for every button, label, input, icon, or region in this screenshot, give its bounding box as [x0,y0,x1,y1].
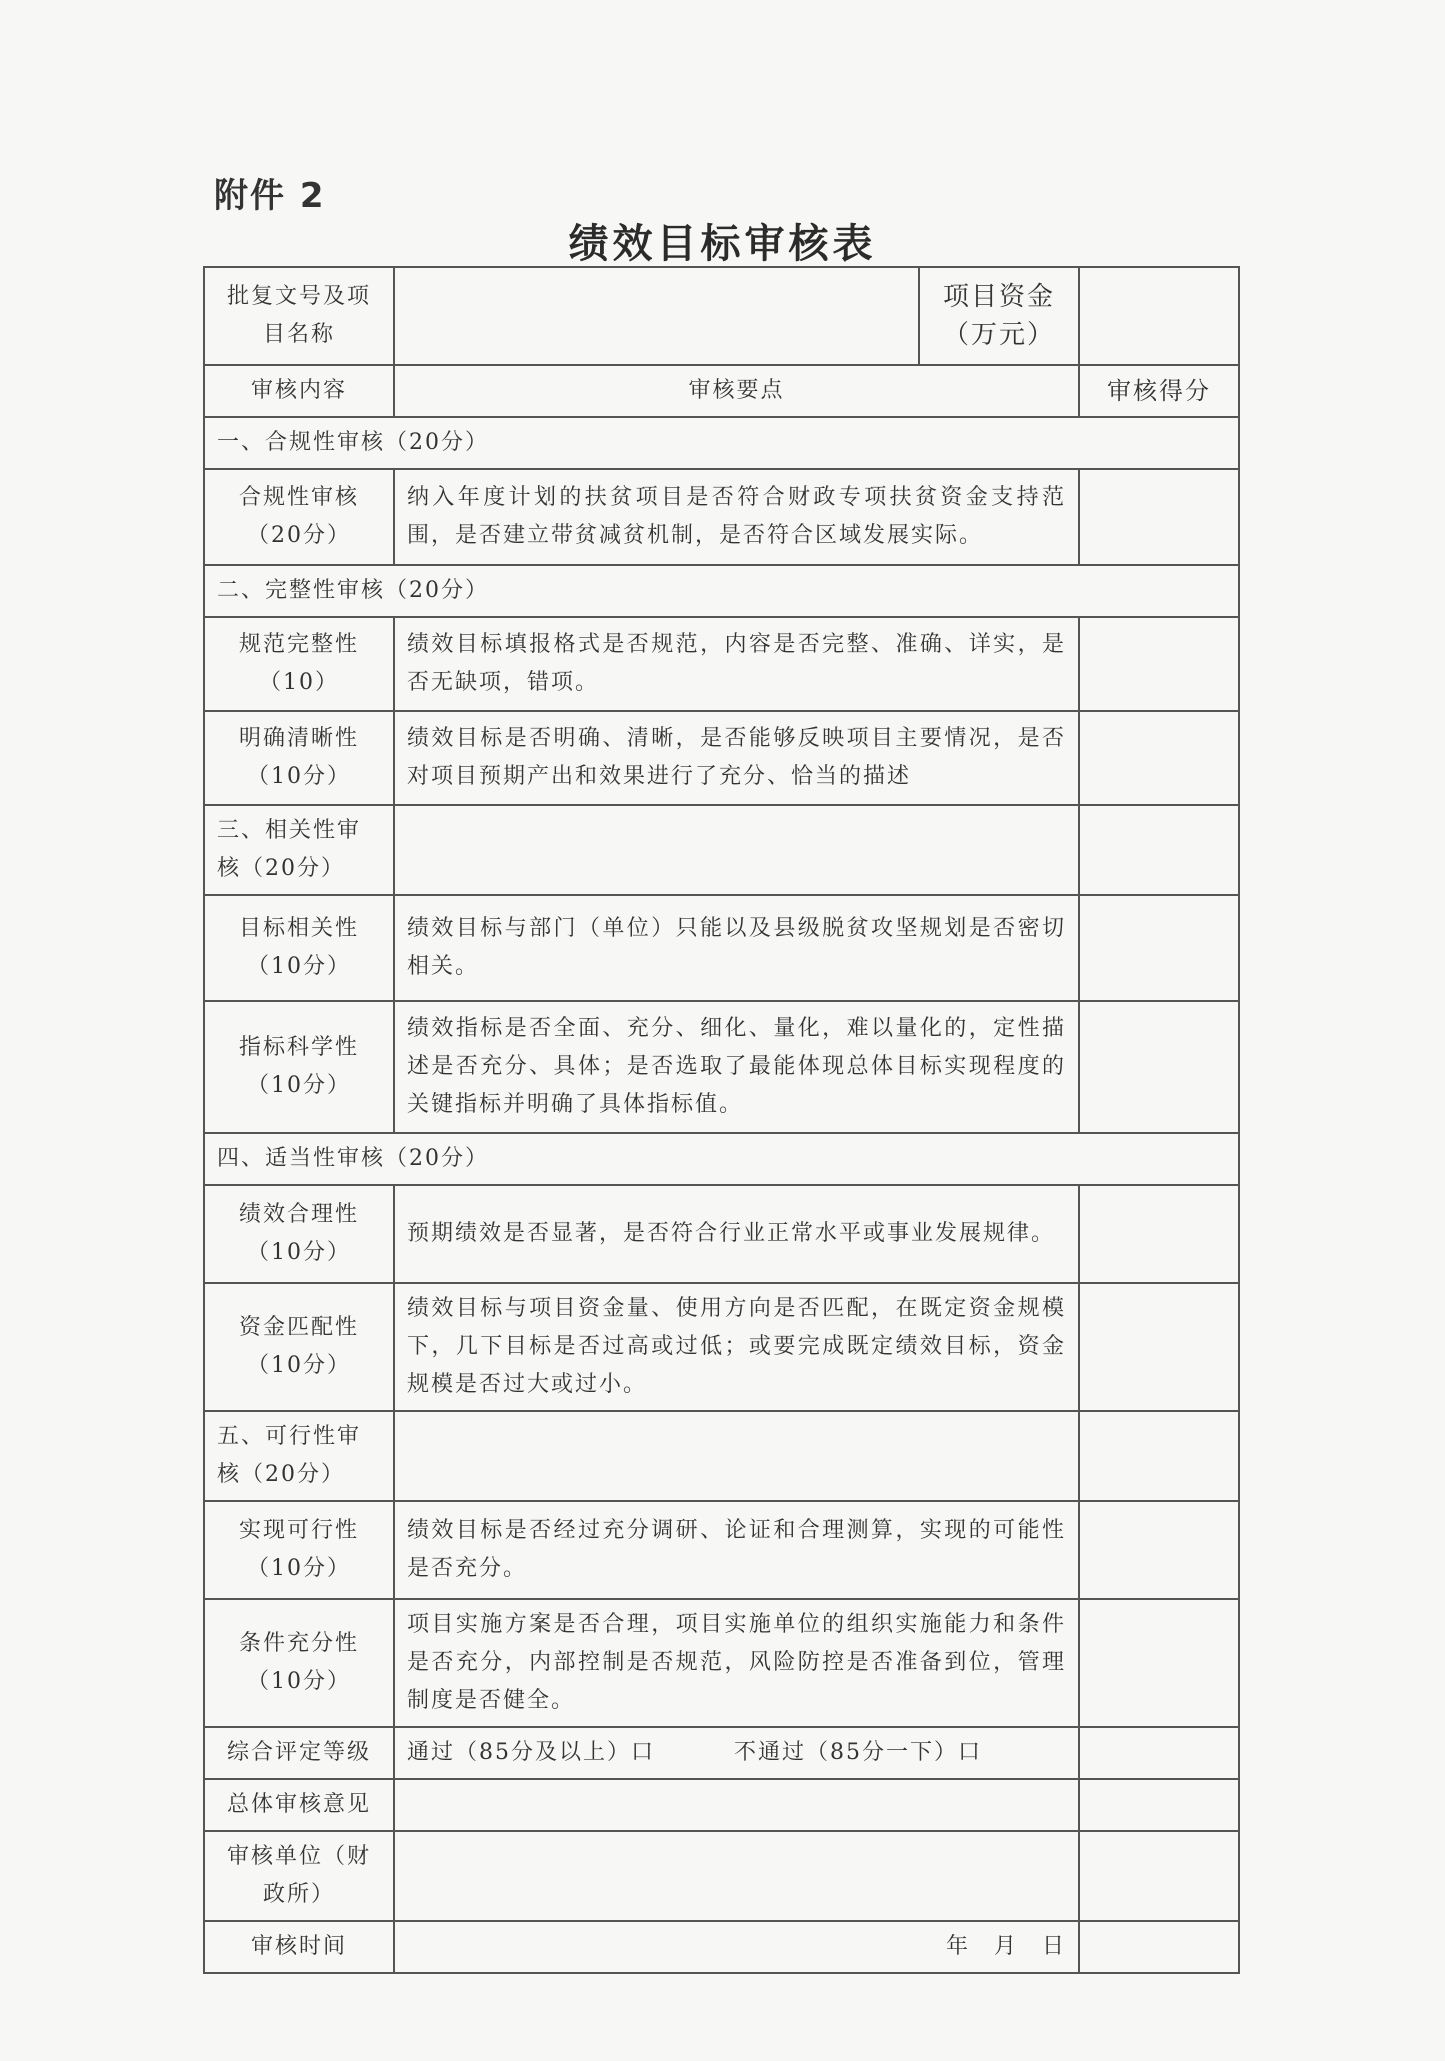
score-cell[interactable] [1079,469,1239,565]
project-name-field[interactable] [394,267,919,365]
project-funds-label: 项目资金（万元） [919,267,1079,365]
table-row [204,1185,1239,1283]
criterion-label: 合规性审核（20分） [204,469,394,565]
project-info-row [204,267,1239,365]
col-score-header: 审核得分 [1079,365,1239,417]
section-heading-row [204,805,1239,895]
table-row [204,1001,1239,1133]
criterion-text: 绩效目标填报格式是否规范，内容是否完整、准确、详实，是否无缺项，错项。 [394,617,1079,711]
grade-options [394,1727,1079,1779]
table-row [204,1501,1239,1599]
score-cell[interactable] [1079,617,1239,711]
table-row [204,711,1239,805]
section-heading: 二、完整性审核（20分） [204,565,1239,617]
col-content-header: 审核内容 [204,365,394,417]
opinion-extra-cell[interactable] [1079,1779,1239,1831]
project-funds-field[interactable] [1079,267,1239,365]
unit-field[interactable] [394,1831,1079,1921]
criterion-text: 项目实施方案是否合理，项目实施单位的组织实施能力和条件是否充分，内部控制是否规范，风险防控是否准备到位，管理制度是否健全。 [394,1599,1079,1727]
table-row [204,1283,1239,1411]
fail-option[interactable]: 不通过（85分一下）口 [734,1740,982,1765]
unit-label: 审核单位（财政所） [204,1831,394,1921]
criterion-text: 预期绩效是否显著，是否符合行业正常水平或事业发展规律。 [394,1185,1079,1283]
table-row [204,895,1239,1001]
date-field[interactable]: 年 月 日 [394,1921,1079,1973]
criterion-label: 明确清晰性（10分） [204,711,394,805]
grade-row [204,1727,1239,1779]
criterion-label: 指标科学性（10分） [204,1001,394,1133]
section-blank-cell [394,805,1079,895]
form-title: 绩效目标审核表 [568,221,877,267]
opinion-label: 总体审核意见 [204,1779,394,1831]
section-heading: 一、合规性审核（20分） [204,417,1239,469]
criterion-label: 目标相关性（10分） [204,895,394,1001]
score-cell[interactable] [1079,1501,1239,1599]
section-heading-row [204,565,1239,617]
time-extra-cell[interactable] [1079,1921,1239,1973]
review-table [203,266,1240,1974]
criterion-label: 资金匹配性（10分） [204,1283,394,1411]
section-heading-row [204,1411,1239,1501]
opinion-row [204,1779,1239,1831]
section-heading: 四、适当性审核（20分） [204,1133,1239,1185]
time-label: 审核时间 [204,1921,394,1973]
criterion-text: 绩效指标是否全面、充分、细化、量化，难以量化的，定性描述是否充分、具体；是否选取了最能体现总体目标实现程度的关键指标并明确了具体指标值。 [394,1001,1079,1133]
section-heading: 三、相关性审核（20分） [204,805,394,895]
column-header-row [204,365,1239,417]
score-cell[interactable] [1079,1001,1239,1133]
time-row [204,1921,1239,1973]
table-row [204,1599,1239,1727]
section-heading: 五、可行性审核（20分） [204,1411,394,1501]
project-name-label: 批复文号及项目名称 [204,267,394,365]
opinion-field[interactable] [394,1779,1079,1831]
grade-score-cell[interactable] [1079,1727,1239,1779]
criterion-text: 绩效目标是否经过充分调研、论证和合理测算，实现的可能性是否充分。 [394,1501,1079,1599]
criterion-text: 纳入年度计划的扶贫项目是否符合财政专项扶贫资金支持范围，是否建立带贫减贫机制，是否符合区域发展实际。 [394,469,1079,565]
score-cell[interactable] [1079,1283,1239,1411]
score-cell[interactable] [1079,1185,1239,1283]
criterion-text: 绩效目标与项目资金量、使用方向是否匹配，在既定资金规模下，几下目标是否过高或过低；或要完成既定绩效目标，资金规模是否过大或过小。 [394,1283,1079,1411]
criterion-label: 实现可行性（10分） [204,1501,394,1599]
criterion-text: 绩效目标与部门（单位）只能以及县级脱贫攻坚规划是否密切相关。 [394,895,1079,1001]
criterion-label: 绩效合理性（10分） [204,1185,394,1283]
unit-extra-cell[interactable] [1079,1831,1239,1921]
attachment-label: 附件 2 [214,176,326,216]
table-row [204,617,1239,711]
pass-option[interactable]: 通过（85分及以上）口 [407,1740,655,1765]
table-row [204,469,1239,565]
score-cell[interactable] [1079,711,1239,805]
col-points-header: 审核要点 [394,365,1079,417]
criterion-text: 绩效目标是否明确、清晰，是否能够反映项目主要情况，是否对项目预期产出和效果进行了充分、恰当的描述 [394,711,1079,805]
grade-label: 综合评定等级 [204,1727,394,1779]
section-heading-row [204,417,1239,469]
section-heading-row [204,1133,1239,1185]
score-cell[interactable] [1079,1411,1239,1501]
score-cell[interactable] [1079,805,1239,895]
section-blank-cell [394,1411,1079,1501]
score-cell[interactable] [1079,895,1239,1001]
unit-row [204,1831,1239,1921]
criterion-label: 规范完整性（10） [204,617,394,711]
criterion-label: 条件充分性（10分） [204,1599,394,1727]
score-cell[interactable] [1079,1599,1239,1727]
